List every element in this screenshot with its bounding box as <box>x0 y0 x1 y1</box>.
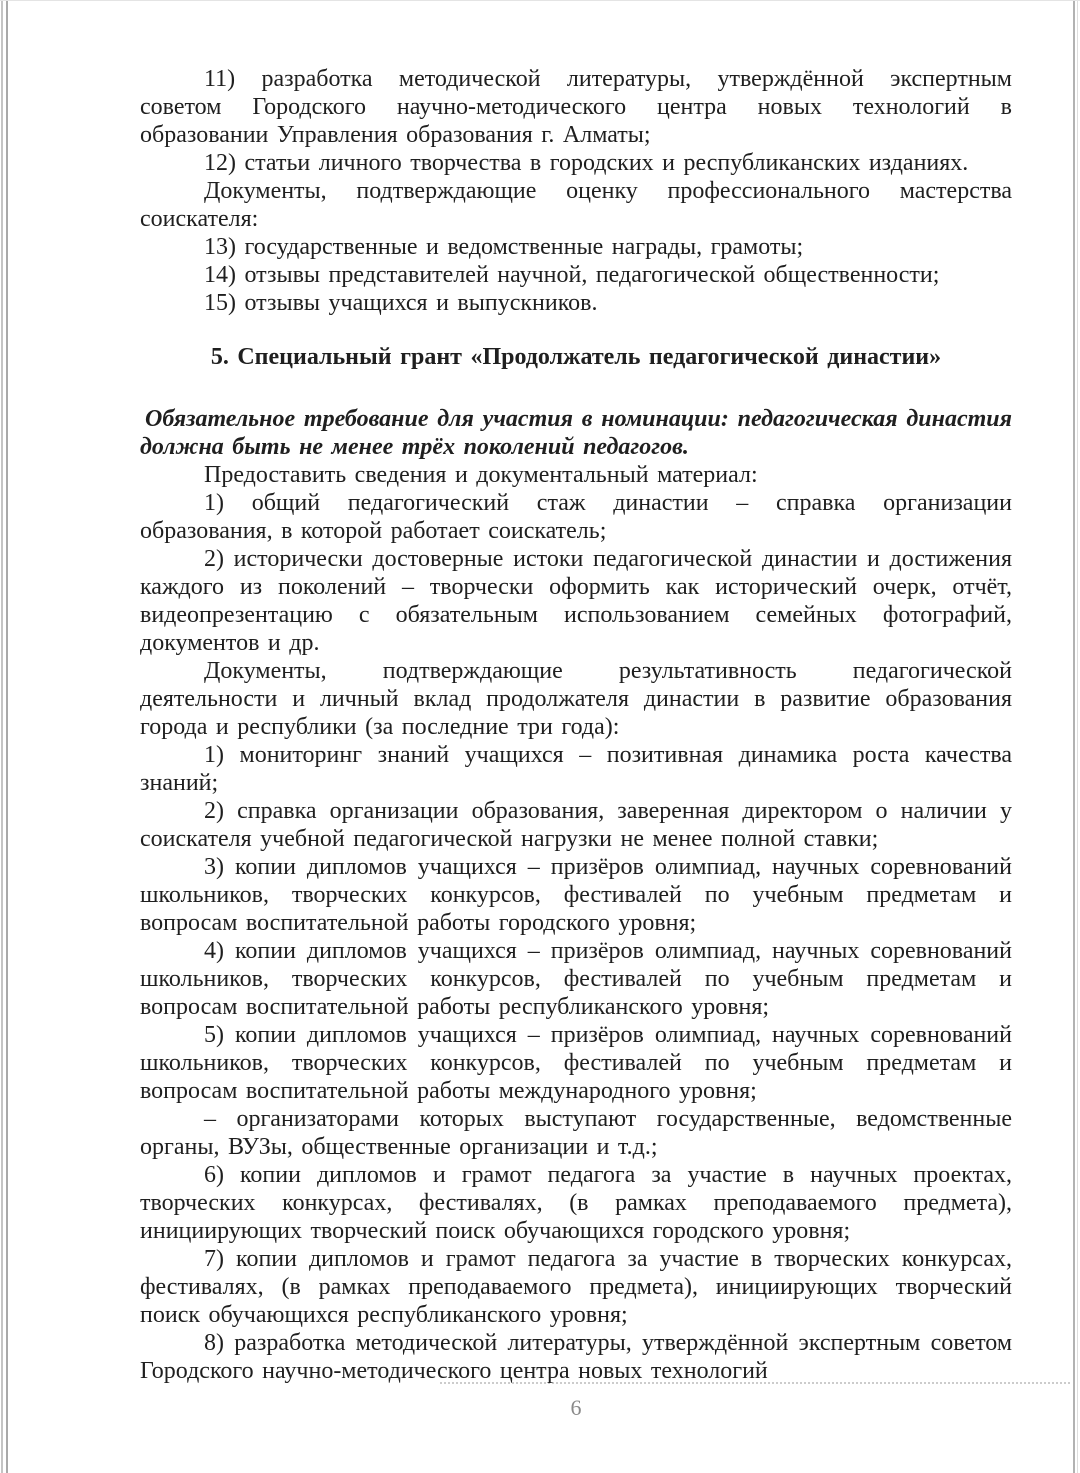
list-item-12: 12) статьи личного творчества в городских и республиканских изданиях. <box>204 150 969 176</box>
list-item-8-methodical-literature: 8) разработка методической литературы, утверждённой экспертным советом Городского научно-методического центра новых технологий <box>140 1330 1012 1384</box>
paragraph-provide-materials: Предоставить сведения и документальный материал: <box>204 462 758 488</box>
page-edge-line-right-outer <box>1077 1 1078 1473</box>
list-item-1-monitoring: 1) мониторинг знаний учащихся – позитивная динамика роста качества знаний; <box>140 742 1012 796</box>
list-item-6-teacher-diplomas-city: 6) копии дипломов и грамот педагога за участие в научных проектах, творческих конкурсах, фестивалях, (в рамках преподаваемого предмета), инициирующих творческий поиск обучающихся городского уровня; <box>140 1162 1012 1244</box>
section-heading-grant-5: 5. Специальный грант «Продолжатель педагогической династии» <box>210 344 942 370</box>
list-item-13: 13) государственные и ведомственные награды, грамоты; <box>204 234 804 260</box>
list-item-5-diplomas-international: 5) копии дипломов учащихся – призёров олимпиад, научных соревнований школьников, творческих конкурсов, фестивалей по учебным предметам и вопросам воспитательной работы международного уровня; <box>140 1022 1012 1104</box>
paragraph-documents-results: Документы, подтверждающие результативность педагогической деятельности и личный вклад продолжателя династии в развитие образования города и республики (за последние три года): <box>140 658 1012 740</box>
paragraph-documents-mastery: Документы, подтверждающие оценку профессионального мастерства соискателя: <box>140 178 1012 232</box>
list-item-2-dynasty-origins: 2) исторически достоверные истоки педагогической династии и достижения каждого из поколений – творчески оформить как исторический очерк, отчёт, видеопрезентацию с обязательным использованием семейных фотографий, документов и др. <box>140 546 1012 656</box>
requirement-note: Обязательное требование для участия в номинации: педагогическая династия должна быть не менее трёх поколений педагогов. <box>140 406 1012 460</box>
page-edge-line-left-outer <box>1 1 3 1473</box>
list-item-3-diplomas-city: 3) копии дипломов учащихся – призёров олимпиад, научных соревнований школьников, творческих конкурсов, фестивалей по учебным предметам и вопросам воспитательной работы городского уровня; <box>140 854 1012 936</box>
list-item-11: 11) разработка методической литературы, утверждённой экспертным советом Городского научно-методического центра новых технологий в образовании Управления образования г. Алматы; <box>140 66 1012 148</box>
list-item-15: 15) отзывы учащихся и выпускников. <box>204 290 598 316</box>
list-item-4-diplomas-republic: 4) копии дипломов учащихся – призёров олимпиад, научных соревнований школьников, творческих конкурсов, фестивалей по учебным предметам и вопросам воспитательной работы республиканского уровня; <box>140 938 1012 1020</box>
list-item-14: 14) отзывы представителей научной, педагогической общественности; <box>204 262 940 288</box>
list-item-2-certificate: 2) справка организации образования, заверенная директором о наличии у соискателя учебной педагогической нагрузки не менее полной ставки; <box>140 798 1012 852</box>
document-body <box>140 1 1012 1385</box>
page-edge-line-right-inner <box>1073 1 1075 1473</box>
list-item-1-dynasty-experience: 1) общий педагогический стаж династии – справка организации образования, в которой работает соискатель; <box>140 490 1012 544</box>
list-item-7-teacher-diplomas-republic: 7) копии дипломов и грамот педагога за участие в творческих конкурсах, фестивалях, (в рамках преподаваемого предмета), инициирующих творческий поиск обучающихся республиканского уровня; <box>140 1246 1012 1328</box>
list-item-organizers: – организаторами которых выступают государственные, ведомственные органы, ВУЗы, общественные организации и т.д.; <box>140 1106 1012 1160</box>
page-edge-line-left-inner <box>6 1 8 1473</box>
page-number: 6 <box>570 1395 582 1420</box>
